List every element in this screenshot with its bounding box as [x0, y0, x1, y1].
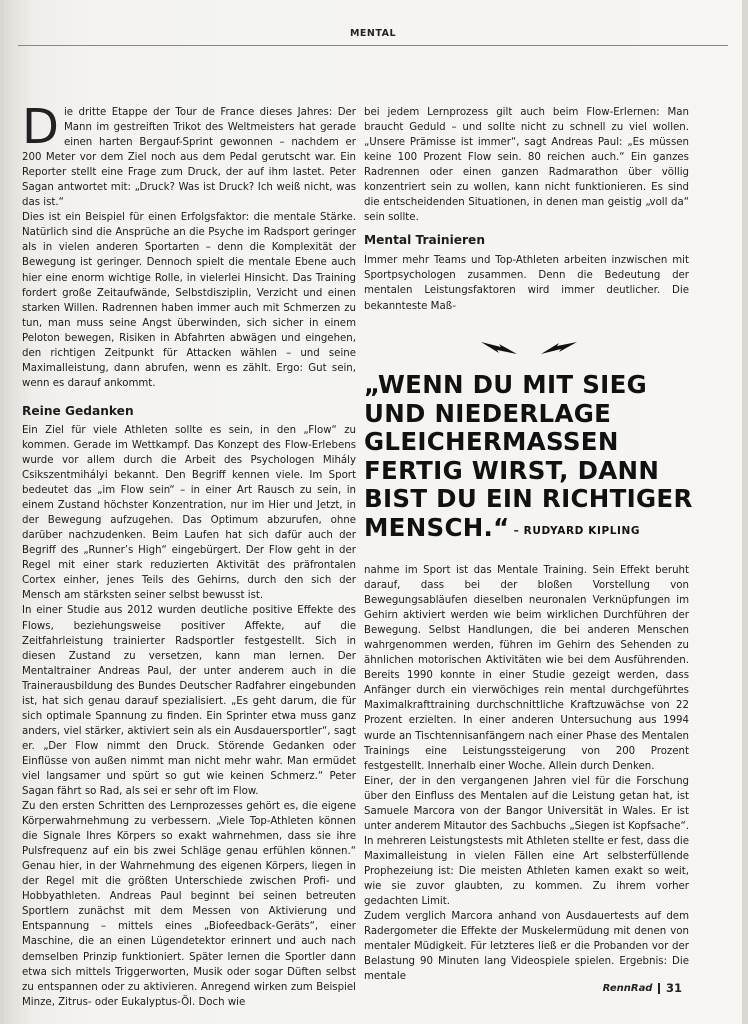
quote-line: MENSCH.“	[364, 512, 510, 542]
left-column	[22, 99, 356, 1010]
drop-cap: D	[22, 99, 59, 155]
quote-line: UND NIEDERLAGE	[364, 398, 612, 428]
intro-paragraph	[22, 99, 356, 210]
page-footer	[603, 981, 682, 995]
magazine-page	[4, 0, 742, 1024]
subheading-mental-trainieren: Mental Trainieren	[364, 233, 485, 248]
body-paragraph: In einer Studie aus 2012 wurden deutliche positive Effekte des Flows, beziehungsweise positiver Affekte, auf die Zeitfahrleistung trainierter Radsportler festgestellt. Sich in diesen Zustand zu versetzen, kann man lernen. Der Mentaltrainer Andreas Paul, der unter anderem auch in die Trainerausbildung des Bundes Deutscher Radfahrer eingebunden ist, hat sich genau darauf spezialisiert. „Es geht darum, die für sich optimale Spannung zu finden. Ein Sprinter etwa muss ganz anders, viel stärker, aktiviert sein als ein Ausdauersportler“, sagt er. „Der Flow nimmt den Druck. Störende Gedanken oder Einflüsse von außen nimmt man nicht mehr wahr. Man ermüdet viel langsamer und spürt so gut wie keinen Schmerz.“ Peter Sagan fährt so Rad, als sei er sehr oft im Flow.	[22, 605, 356, 798]
lightning-ornament-icon	[479, 338, 579, 360]
pull-quote	[364, 371, 694, 545]
quote-line: GLEICHERMASSEN	[364, 427, 619, 456]
quote-last-line	[364, 514, 694, 546]
subheading-reine-gedanken: Reine Gedanken	[22, 403, 134, 418]
quote-line: „WENN DU MIT SIEG	[364, 370, 648, 399]
body-paragraph: Einer, der in den vergangenen Jahren viel für die Forschung über den Einfluss des Mentalen auf die Leistung getan hat, ist Samuele Marcora von der Bangor Universität in Wales. Er ist unter anderem Mitautor des Sachbuchs „Siegen ist Kopfsache“. In mehreren Leistungstests mit Athleten stellte er fest, dass die Maximalleistung in vielen Fällen eine Art selbsterfüllende Prophezeiung ist: Die meisten Athleten kamen exakt so weit, wie sie zuvor glaubten, zu kommen. Zu ihrem vorher gedachten Limit.	[364, 775, 689, 908]
body-paragraph: bei jedem Lernprozess gilt auch beim Flow-Erlernen: Man braucht Geduld – und sollte nicht zu schnell zu viel wollen. „Unsere Prämisse ist immer“, sagt Andreas Paul: „Es müssen keine 100 Prozent Flow sein. 80 reichen auch.“ Ein ganzes Radrennen oder einen ganzen Radmarathon über völlig konzentriert sein zu wollen, kann nicht funktionieren. Es sind die entscheidenden Situationen, in denen man geistig „voll da“ sein sollte.	[364, 107, 689, 224]
body-paragraph: Zu den ersten Schritten des Lernprozesses gehört es, die eigene Körperwahrnehmung zu verbessern. „Viele Top-Athleten können die Signale Ihres Körpers so exakt wahrnehmen, dass sie ihre Pulsfrequenz auf ein bis zwei Schläge genau erfühlen können.“ Genau hier, in der Wahrnehmung des eigenen Körpers, liegen in der Regel mit die größten Unterschiede zwischen Profi- und Hobbyathleten. Andreas Paul beginnt bei seinen betreuten Sportlern zunächst mit dem Messen von Aktivierung und Entspannung – mittels eines „Biofeedback-Geräts“, einer Maschine, die an einen Lügendetektor erinnert und auch nach demselben Prinzip funktioniert. Später lernen die Sportler dann etwa sich mittels Triggerworten, Musik oder sogar Düften selbst zu entspannen oder zu aktivieren. Anregend wirken zum Beispiel Minze, Zitrus- oder Eukalyptus-Öl. Doch wie	[22, 801, 356, 1008]
header-rule	[18, 45, 728, 46]
body-paragraph: Immer mehr Teams und Top-Athleten arbeiten inzwischen mit Sportpsychologen zusammen. Denn die Bedeutung der mentalen Leistungsfaktoren wird immer deutlicher. Die bekannteste Maß-	[364, 255, 689, 312]
quote-line: FERTIG WIRST, DANN	[364, 455, 660, 485]
quote-author: – RUDYARD KIPLING	[513, 524, 641, 537]
page-number: 31	[665, 981, 682, 995]
quote-line: BIST DU EIN RICHTIGER	[364, 484, 693, 513]
section-header: MENTAL	[349, 28, 397, 39]
footer-separator	[658, 983, 660, 994]
intro-text: ie dritte Etappe der Tour de France dieses Jahres: Der Mann im gestreiften Trikot des Weltmeisters hat gerade einen harten Bergauf-Sprint gewonnen – nachdem er 200 Meter vor dem Ziel noch aus dem Pedal gerutscht war. Ein Reporter stellt eine Frage zum Druck, der auf ihm lastet. Peter Sagan antwortet mit: „Druck? Was ist Druck? Ich weiß nicht, was das ist.“	[22, 107, 356, 209]
right-column-bottom	[364, 563, 689, 984]
body-paragraph: Ein Ziel für viele Athleten sollte es sein, in den „Flow“ zu kommen. Gerade im Wettkampf. Das Konzept des Flow-Erlebens wurde vor allem durch die Arbeit des Psychologen Mihály Csikszentmihályi bekannt. Den Begriff kennen viele. Im Sport bedeutet das „im Flow sein“ – in einer Art Rausch zu sein, in einem Zustand höchster Konzentration, nur im Hier und Jetzt, in der Bewegung aufzugehen. Das Optimum abzurufen, ohne darüber nachzudenken. Beim Laufen hat sich dafür auch der Begriff des „Runner’s High“ eingebürgert. Der Flow geht in der Regel mit einer stark reduzierten Aktivität des präfrontalen Cortex einher, jenes Teils des Gehirns, durch den sich der Mensch am stärksten seiner selbst bewusst ist.	[22, 424, 356, 602]
body-paragraph: Zudem verglich Marcora anhand von Ausdauertests auf dem Radergometer die Effekte der Muskelermüdung mit denen von mentaler Müdigkeit. Für letzteres ließ er die Probanden vor der Belastung 90 Minuten lang Videospiele spielen. Ergebnis: Die mentale	[364, 911, 689, 983]
body-paragraph: Dies ist ein Beispiel für einen Erfolgsfaktor: die mentale Stärke. Natürlich sind die Ansprüche an die Psyche im Radsport geringer als in vielen anderen Sportarten – denn die Komplexität der Bewegung ist geringer. Dennoch spielt die mentale Ebene auch hier eine enorm wichtige Rolle, in vielerlei Hinsicht. Das Training fordert große Zeitaufwände, Selbstdisziplin, Verzicht und einen starken Willen. Radrennen haben immer auch mit Schmerzen zu tun, man muss seine Angst überwinden, sich sicher in einem Peloton bewegen, Risiken in Abfahrten abwägen und eingehen, den richtigen Zeitpunkt für Attacken wählen – und seine Maximalleistung, dann abrufen, wenn es zählt. Ergo: Gut sein, wenn es darauf ankommt.	[22, 212, 356, 389]
magazine-brand: RennRad	[602, 982, 653, 994]
right-column-top	[364, 105, 689, 314]
body-paragraph: nahme im Sport ist das Mentale Training. Sein Effekt beruht darauf, dass bei der bloßen Vorstellung von Bewegungsabläufen dieselben neuronalen Verknüpfungen im Gehirn aktiviert werden wie beim wirklichen Durchführen der Bewegung. Selbst Handlungen, die bei anderen Menschen wahrgenommen werden, führen im Gehirn des Sehenden zu ähnlichen motorischen Aktivitäten wie bei dem Ausführenden. Bereits 1990 konnte in einer Studie gezeigt werden, dass Anfänger durch ein vierwöchiges rein mental durchgeführtes Maximalkrafttraining durchschnittliche Kraftzuwächse von 22 Prozent erzielten. In einer anderen Untersuchung aus 1994 wurde an Tischtennisanfängern nach einer Phase des Mentalen Trainings eine Leistungssteigerung von 200 Prozent festgestellt. Innerhalb einer Woche. Allein durch Denken.	[364, 565, 689, 772]
